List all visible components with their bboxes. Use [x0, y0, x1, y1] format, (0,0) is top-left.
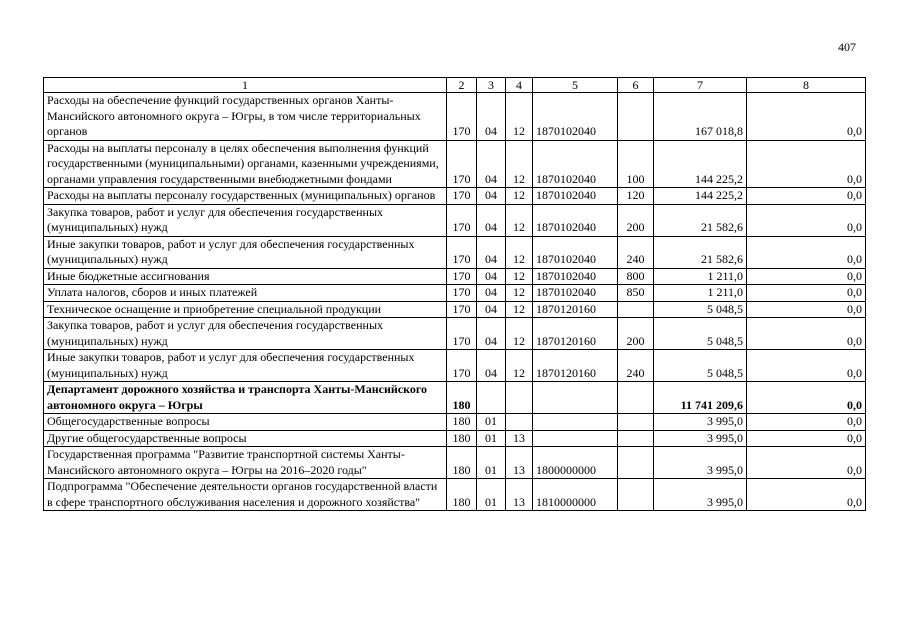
- row-subsection-cell: [506, 414, 533, 431]
- row-section-cell: 04: [477, 93, 506, 141]
- row-amount-cell: 1 211,0: [654, 285, 747, 302]
- row-code-cell: 170: [447, 318, 477, 350]
- row-subsection-cell: 12: [506, 350, 533, 382]
- row-name-cell: Закупка товаров, работ и услуг для обеспечения государственных (муниципальных) нужд: [44, 318, 447, 350]
- table-row: [44, 382, 866, 414]
- row-name-cell: Общегосударственные вопросы: [44, 414, 447, 431]
- row-type-cell: 100: [618, 140, 654, 188]
- row-amount2-cell: 0,0: [747, 350, 866, 382]
- row-name-cell: Уплата налогов, сборов и иных платежей: [44, 285, 447, 302]
- row-amount-cell: 3 995,0: [654, 430, 747, 447]
- row-amount2-cell: 0,0: [747, 301, 866, 318]
- row-section-cell: 01: [477, 447, 506, 479]
- row-amount-cell: 3 995,0: [654, 447, 747, 479]
- row-subsection-cell: 13: [506, 447, 533, 479]
- row-name-cell: Государственная программа "Развитие транспортной системы Ханты-Мансийского автономного округа – Югры на 2016–2020 годы": [44, 447, 447, 479]
- row-amount2-cell: 0,0: [747, 414, 866, 431]
- row-code-cell: 180: [447, 382, 477, 414]
- row-type-cell: [618, 382, 654, 414]
- row-amount2-cell: 0,0: [747, 447, 866, 479]
- row-code-cell: 170: [447, 140, 477, 188]
- column-header: 3: [477, 78, 506, 93]
- column-header: 6: [618, 78, 654, 93]
- row-subsection-cell: 13: [506, 430, 533, 447]
- row-amount-cell: 1 211,0: [654, 268, 747, 285]
- row-amount-cell: 5 048,5: [654, 318, 747, 350]
- table-row: [44, 140, 866, 188]
- column-header: 5: [533, 78, 618, 93]
- row-article-cell: 1870102040: [533, 236, 618, 268]
- column-header: 2: [447, 78, 477, 93]
- row-type-cell: [618, 301, 654, 318]
- row-article-cell: 1800000000: [533, 447, 618, 479]
- row-type-cell: [618, 479, 654, 511]
- row-name-cell: Техническое оснащение и приобретение специальной продукции: [44, 301, 447, 318]
- row-code-cell: 170: [447, 236, 477, 268]
- row-amount2-cell: 0,0: [747, 93, 866, 141]
- row-article-cell: [533, 414, 618, 431]
- row-type-cell: [618, 430, 654, 447]
- row-subsection-cell: 12: [506, 285, 533, 302]
- row-section-cell: 04: [477, 188, 506, 205]
- row-subsection-cell: 12: [506, 236, 533, 268]
- row-article-cell: 1810000000: [533, 479, 618, 511]
- row-section-cell: 04: [477, 204, 506, 236]
- column-header: 8: [747, 78, 866, 93]
- row-article-cell: [533, 382, 618, 414]
- row-type-cell: 200: [618, 318, 654, 350]
- row-amount-cell: 144 225,2: [654, 188, 747, 205]
- row-section-cell: [477, 382, 506, 414]
- row-name-cell: Иные закупки товаров, работ и услуг для обеспечения государственных (муниципальных) нужд: [44, 350, 447, 382]
- row-name-cell: Расходы на обеспечение функций государственных органов Ханты-Мансийского автономного округа – Югры, в том числе территориальных органов: [44, 93, 447, 141]
- row-subsection-cell: 12: [506, 318, 533, 350]
- row-section-cell: 01: [477, 414, 506, 431]
- row-article-cell: 1870102040: [533, 268, 618, 285]
- row-subsection-cell: 12: [506, 204, 533, 236]
- row-section-cell: 04: [477, 268, 506, 285]
- header-row: [44, 78, 866, 93]
- row-code-cell: 180: [447, 447, 477, 479]
- row-code-cell: 180: [447, 430, 477, 447]
- row-article-cell: 1870120160: [533, 350, 618, 382]
- row-name-cell: Закупка товаров, работ и услуг для обеспечения государственных (муниципальных) нужд: [44, 204, 447, 236]
- row-name-cell: Иные закупки товаров, работ и услуг для обеспечения государственных (муниципальных) нужд: [44, 236, 447, 268]
- column-header: 7: [654, 78, 747, 93]
- row-name-cell: Иные бюджетные ассигнования: [44, 268, 447, 285]
- row-amount-cell: 21 582,6: [654, 236, 747, 268]
- row-amount-cell: 167 018,8: [654, 93, 747, 141]
- row-amount-cell: 3 995,0: [654, 414, 747, 431]
- row-subsection-cell: 13: [506, 479, 533, 511]
- table-row: [44, 318, 866, 350]
- row-code-cell: 170: [447, 93, 477, 141]
- row-amount2-cell: 0,0: [747, 236, 866, 268]
- row-article-cell: 1870120160: [533, 318, 618, 350]
- row-code-cell: 170: [447, 268, 477, 285]
- row-amount-cell: 3 995,0: [654, 479, 747, 511]
- row-amount2-cell: 0,0: [747, 285, 866, 302]
- row-code-cell: 170: [447, 204, 477, 236]
- row-type-cell: 120: [618, 188, 654, 205]
- table-row: [44, 204, 866, 236]
- row-name-cell: Департамент дорожного хозяйства и транспорта Ханты-Мансийского автономного округа – Югры: [44, 382, 447, 414]
- row-code-cell: 170: [447, 350, 477, 382]
- row-amount-cell: 5 048,5: [654, 350, 747, 382]
- row-section-cell: 04: [477, 318, 506, 350]
- row-article-cell: [533, 430, 618, 447]
- row-article-cell: 1870102040: [533, 285, 618, 302]
- table-row: [44, 188, 866, 205]
- row-article-cell: 1870102040: [533, 188, 618, 205]
- table-body: [44, 93, 866, 511]
- table-row: [44, 479, 866, 511]
- row-type-cell: 800: [618, 268, 654, 285]
- row-name-cell: Другие общегосударственные вопросы: [44, 430, 447, 447]
- row-type-cell: 200: [618, 204, 654, 236]
- row-section-cell: 04: [477, 301, 506, 318]
- row-amount-cell: 21 582,6: [654, 204, 747, 236]
- row-amount-cell: 11 741 209,6: [654, 382, 747, 414]
- table-row: [44, 285, 866, 302]
- table-row: [44, 301, 866, 318]
- row-type-cell: [618, 447, 654, 479]
- row-section-cell: 04: [477, 350, 506, 382]
- table-row: [44, 236, 866, 268]
- budget-table: [43, 77, 866, 511]
- row-subsection-cell: 12: [506, 93, 533, 141]
- row-code-cell: 170: [447, 285, 477, 302]
- row-code-cell: 180: [447, 479, 477, 511]
- row-code-cell: 180: [447, 414, 477, 431]
- row-amount2-cell: 0,0: [747, 479, 866, 511]
- row-type-cell: 850: [618, 285, 654, 302]
- row-amount2-cell: 0,0: [747, 268, 866, 285]
- row-subsection-cell: 12: [506, 188, 533, 205]
- row-amount2-cell: 0,0: [747, 318, 866, 350]
- row-name-cell: Расходы на выплаты персоналу государственных (муниципальных) органов: [44, 188, 447, 205]
- page-number: 407: [838, 40, 856, 54]
- row-amount2-cell: 0,0: [747, 188, 866, 205]
- column-header: 4: [506, 78, 533, 93]
- row-type-cell: 240: [618, 236, 654, 268]
- table-row: [44, 414, 866, 431]
- row-amount2-cell: 0,0: [747, 430, 866, 447]
- row-amount2-cell: 0,0: [747, 382, 866, 414]
- row-subsection-cell: 12: [506, 140, 533, 188]
- row-amount2-cell: 0,0: [747, 204, 866, 236]
- row-amount2-cell: 0,0: [747, 140, 866, 188]
- row-amount-cell: 144 225,2: [654, 140, 747, 188]
- table-row: [44, 268, 866, 285]
- row-subsection-cell: 12: [506, 301, 533, 318]
- row-type-cell: [618, 93, 654, 141]
- row-type-cell: [618, 414, 654, 431]
- row-section-cell: 04: [477, 236, 506, 268]
- row-subsection-cell: [506, 382, 533, 414]
- row-name-cell: Расходы на выплаты персоналу в целях обеспечения выполнения функций государственными (муниципальными) органами, казенными учреждениями, органами управления государственными внебюджетными фондами: [44, 140, 447, 188]
- row-article-cell: 1870102040: [533, 140, 618, 188]
- table-row: [44, 93, 866, 141]
- row-code-cell: 170: [447, 188, 477, 205]
- row-section-cell: 04: [477, 285, 506, 302]
- column-header: 1: [44, 78, 447, 93]
- row-article-cell: 1870120160: [533, 301, 618, 318]
- row-article-cell: 1870102040: [533, 204, 618, 236]
- row-type-cell: 240: [618, 350, 654, 382]
- row-code-cell: 170: [447, 301, 477, 318]
- row-section-cell: 04: [477, 140, 506, 188]
- row-amount-cell: 5 048,5: [654, 301, 747, 318]
- row-section-cell: 01: [477, 479, 506, 511]
- table-row: [44, 430, 866, 447]
- table-row: [44, 350, 866, 382]
- row-section-cell: 01: [477, 430, 506, 447]
- row-subsection-cell: 12: [506, 268, 533, 285]
- row-article-cell: 1870102040: [533, 93, 618, 141]
- row-name-cell: Подпрограмма "Обеспечение деятельности органов государственной власти в сфере транспортного обслуживания населения и дорожного хозяйства": [44, 479, 447, 511]
- table-row: [44, 447, 866, 479]
